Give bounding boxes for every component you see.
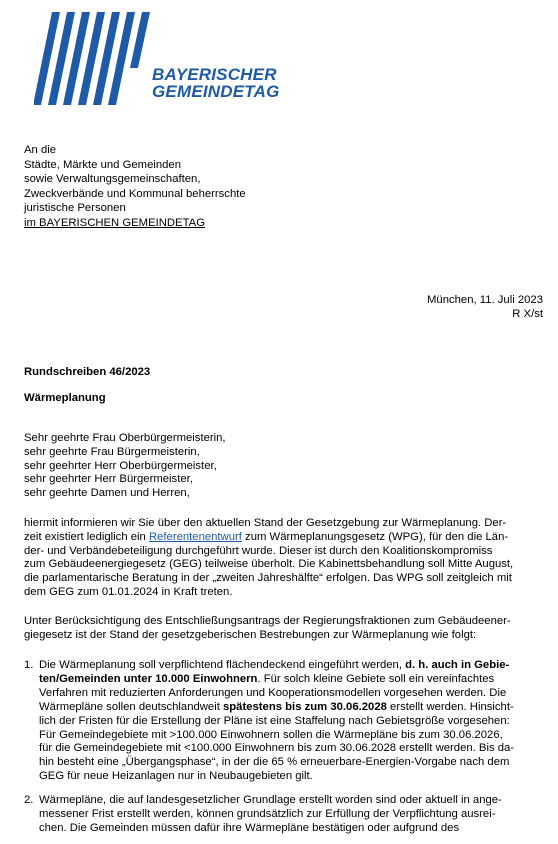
text-span: zeit existiert lediglich ein — [24, 530, 149, 543]
text-line: für die Gemeindegebiete mit <100.000 Einwohnern bis zum 30.06.2028 erstellt werden. Bis da- — [39, 742, 515, 755]
address-line: Städte, Märkte und Gemeinden — [24, 158, 181, 171]
recipient-address — [24, 143, 246, 230]
text-line: Für Gemeindegebiete mit >100.000 Einwohnern sollen die Wärmepläne bis zum 30.06.2026, — [39, 728, 503, 741]
address-line: juristische Personen — [24, 202, 126, 214]
salutation-line: Sehr geehrte Frau Oberbürgermeisterin, — [24, 432, 226, 444]
text-line: messener Frist erstellt werden, können grundsätzlich zur Erfüllung der Verpflichtung ausrei- — [39, 807, 496, 820]
text-line: giegesetz ist der Stand der gesetzgeberischen Bestrebungen zur Wärmeplanung wie folgt: — [24, 628, 477, 641]
text-line — [39, 701, 544, 715]
list-item — [39, 659, 544, 784]
salutation-line: sehr geehrte Frau Bürgermeisterin, — [24, 445, 200, 458]
logo-line-2: GEMEINDETAG — [152, 82, 280, 101]
salutation — [24, 432, 226, 501]
text-line: chen. Die Gemeinden müssen dafür ihre Wärmepläne bestätigen oder aufgrund des — [39, 821, 460, 834]
address-line-organization: im BAYERISCHEN GEMEINDETAG — [24, 216, 205, 229]
text-line: die parlamentarische Beratung in der „zweiten Jahreshälfte“ erfolgen. Das WPG soll zeitgleich mit — [24, 572, 512, 585]
logo-line-1: BAYERISCHER — [152, 65, 277, 84]
salutation-line: sehr geehrter Herr Bürgermeister, — [24, 473, 193, 486]
text-line — [39, 659, 544, 673]
text-span: Die Wärmeplanung soll verpflichtend flächendeckend eingeführt werden, — [39, 659, 406, 671]
text-line — [24, 531, 544, 545]
text-line: hin besteht eine „Übergangsphase“, in der die 65 % erneuerbare-Energien-Vorgabe nach dem — [39, 756, 510, 769]
address-line: Zweckverbände und Kommunal beherrschte — [24, 187, 246, 200]
list-item-number: 1. — [24, 659, 34, 671]
address-line: An die — [24, 144, 57, 156]
salutation-line: sehr geehrter Herr Oberbürgermeister, — [24, 459, 217, 472]
letter-date: München, 11. Juli 2023 — [427, 294, 543, 306]
address-line: sowie Verwaltungsgemeinschaften, — [24, 173, 201, 185]
bayerischer-gemeindetag-logo — [34, 10, 280, 110]
reference-code: R X/st — [512, 308, 543, 320]
text-line: dem GEG zum 01.01.2024 in Kraft treten. — [24, 585, 233, 598]
intro-paragraph — [24, 517, 544, 600]
list-item-number: 2. — [24, 794, 34, 806]
referentenentwurf-link[interactable]: Referentenentwurf — [148, 530, 242, 543]
text-line: GEG für neue Heizanlagen nur in Neubaugebieten gilt. — [39, 770, 313, 783]
text-span: erstellt werden. Hinsicht- — [386, 700, 514, 713]
text-span: . Für solch kleine Gebiete soll ein vereinfachtes — [257, 672, 495, 685]
text-line: lich der Fristen für die Erstellung der Pläne ist eine Staffelung nach Gebietsgröße vorgesehen: — [39, 714, 510, 727]
text-line: zum Gebäudeenergiegesetz (GEG) teilweise überholt. Die Kabinettsbehandlung soll Mitte August, — [24, 558, 514, 571]
subject-heading: Wärmeplanung — [24, 392, 106, 404]
text-span: Wärmepläne sollen deutschlandweit — [39, 700, 223, 713]
bold-span: spätestens bis zum 30.06.2028 — [223, 700, 387, 713]
text-line: Verfahren mit reduzierten Anforderungen und Kooperationsmodellen vorgesehen werden. Die — [39, 686, 507, 699]
list-item — [39, 794, 544, 836]
text-line: Unter Berücksichtigung des Entschließungsantrags der Regierungsfraktionen zum Gebäudeener- — [24, 615, 511, 627]
salutation-line: sehr geehrte Damen und Herren, — [24, 487, 190, 500]
text-line: der- und Verbändebeteiligung durchgeführt wurde. Dieser ist durch den Koalitionskompromiss — [24, 544, 493, 557]
text-span: zum Wärmeplanungsgesetz (WPG), für den die Län- — [241, 530, 509, 543]
bold-span: d. h. auch in Gebie- — [405, 659, 510, 671]
text-line: Wärmepläne, die auf landesgesetzlicher Grundlage erstellt worden sind oder aktuell in ange- — [39, 794, 502, 806]
circular-title: Rundschreiben 46/2023 — [24, 366, 151, 378]
date-block — [427, 293, 543, 321]
bold-span: ten/Gemeinden unter 10.000 Einwohnern — [39, 672, 258, 685]
status-paragraph — [24, 615, 544, 643]
text-line: hiermit informieren wir Sie über den aktuellen Stand der Gesetzgebung zur Wärmeplanung. Der- — [24, 517, 507, 529]
text-line — [39, 673, 544, 687]
